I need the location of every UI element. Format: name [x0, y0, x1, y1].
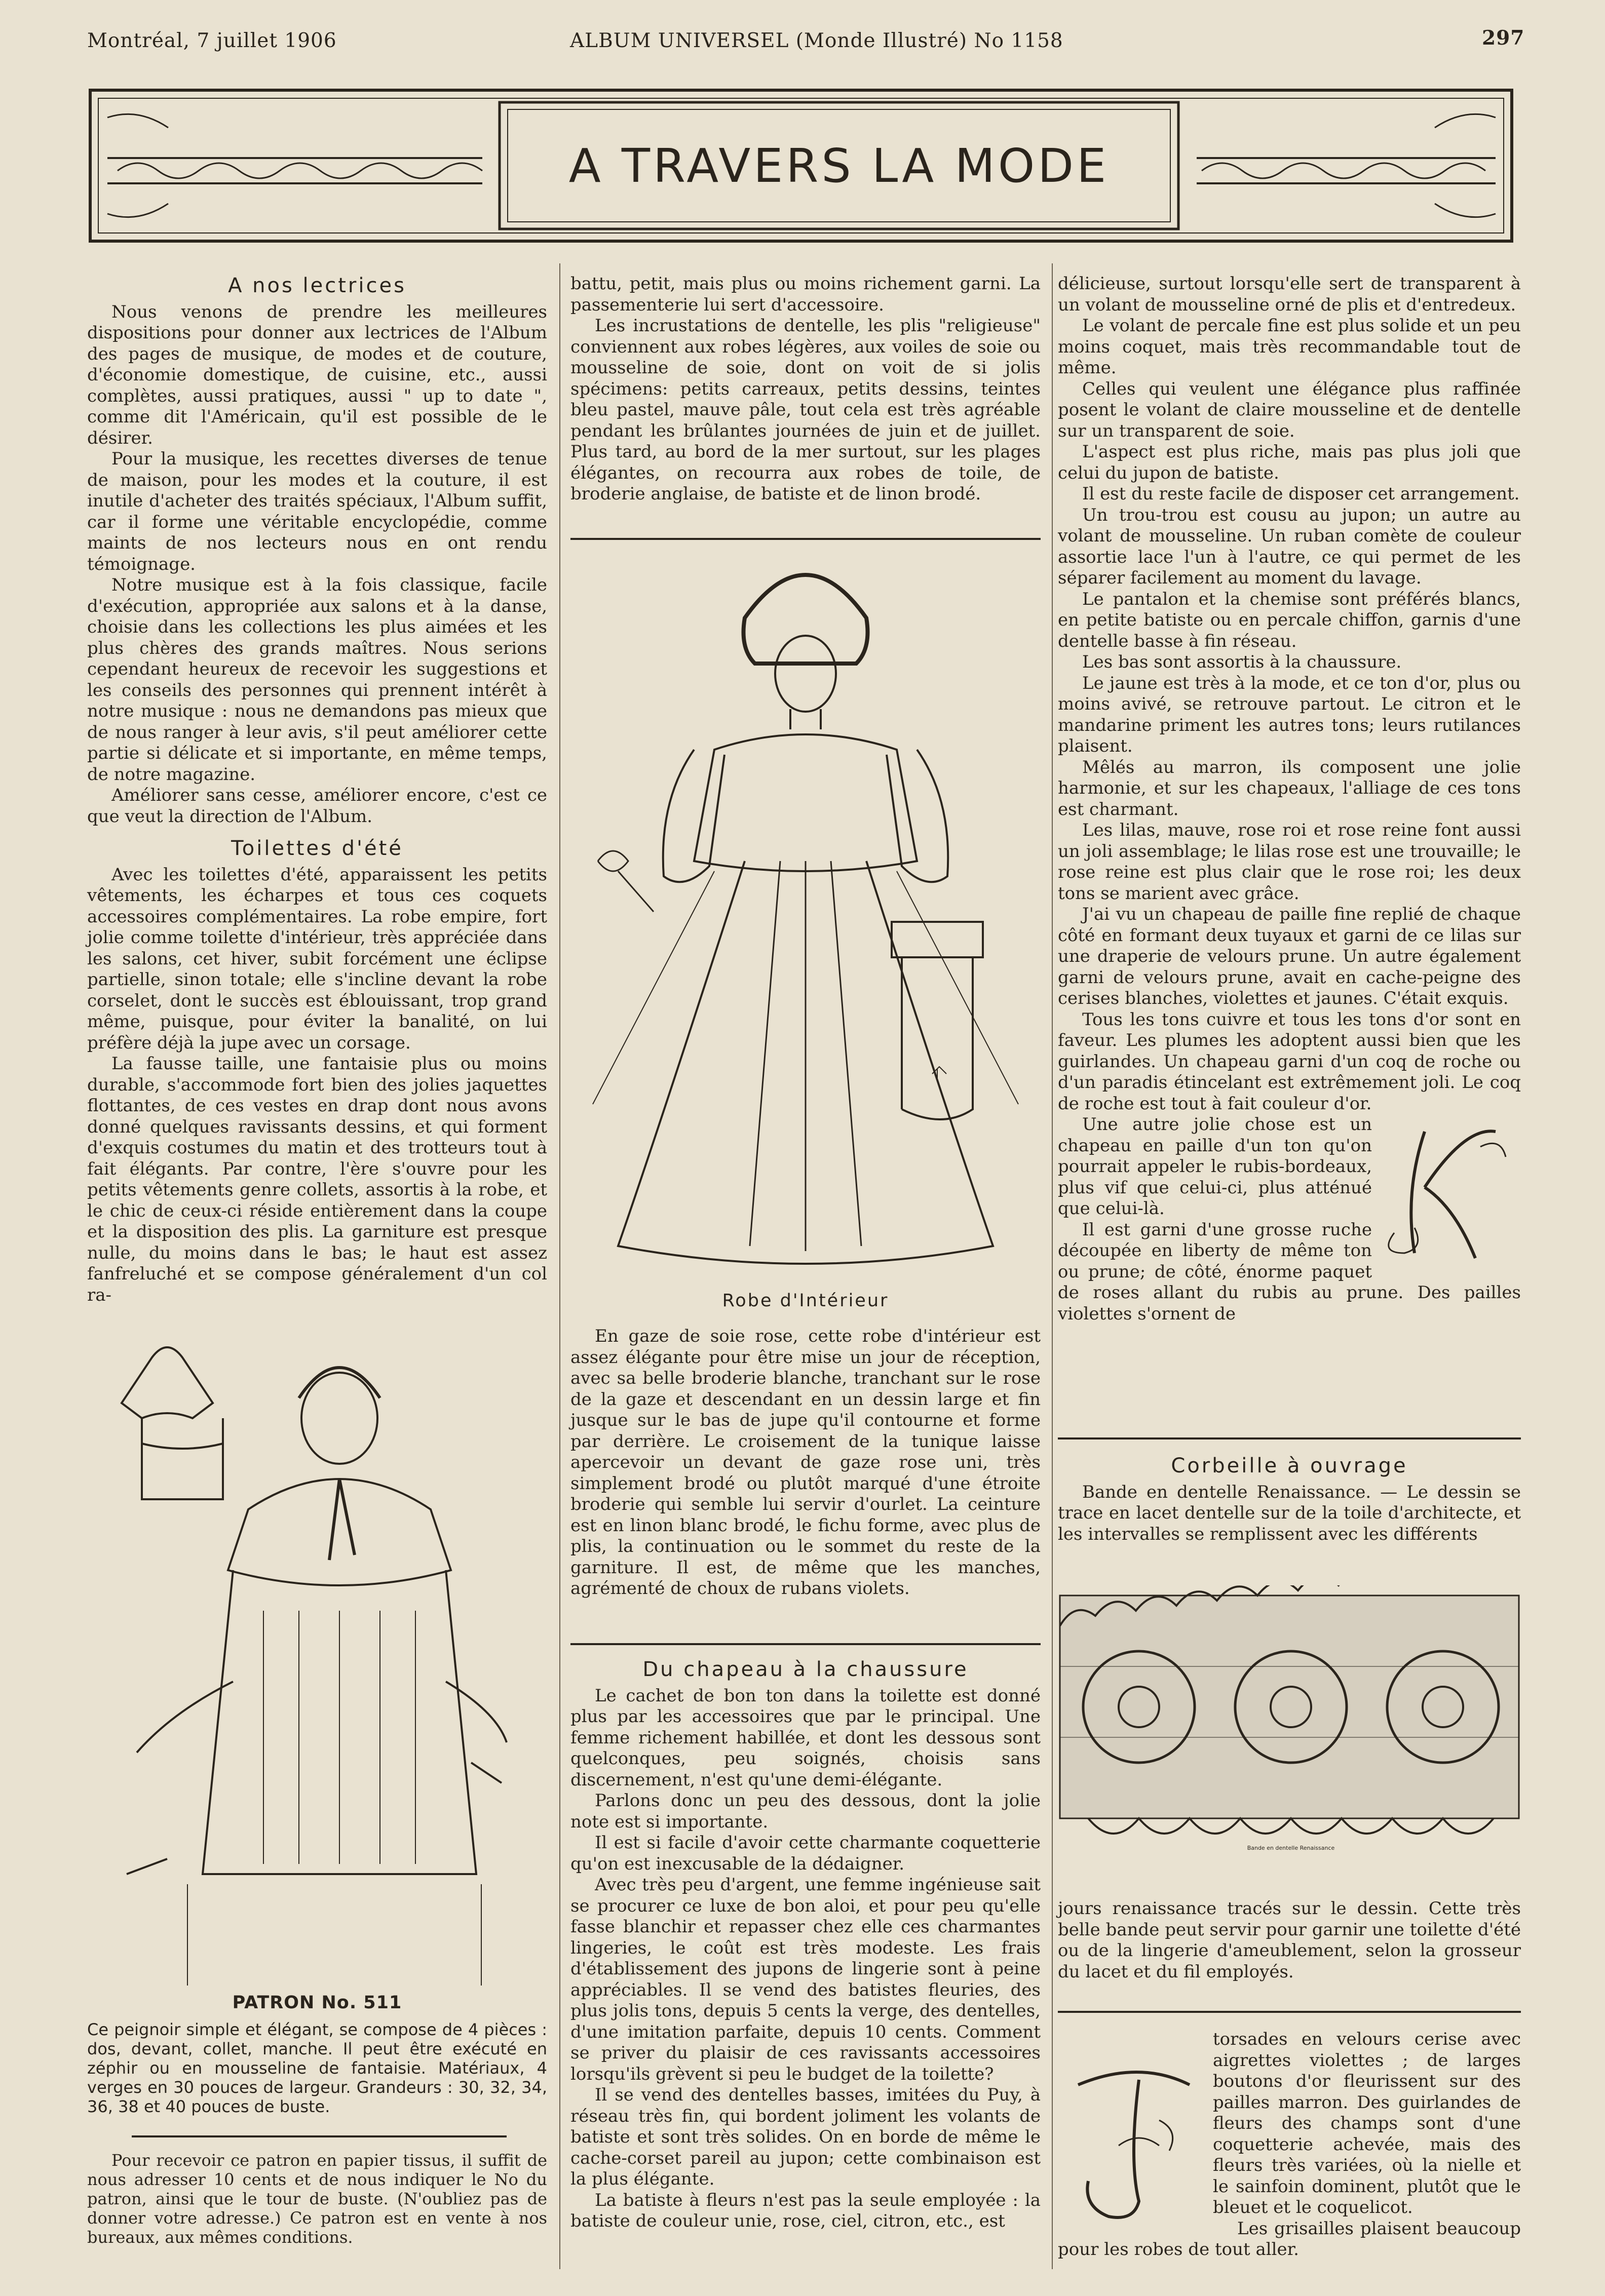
ornamental-initial-j	[1058, 2065, 1205, 2227]
paragraph: Parlons donc un peu des dessous, dont la jolie note est si importante.	[570, 1791, 1041, 1832]
paragraph: Les incrustations de dentelle, les plis "religieuse" conviennent aux robes légères, aux voiles de soie ou mousseline de soie, dont on voit de si jolis spécimens: petits carreaux, petits dessins, teintes bleu pastel, mauve pâle, tout cela est très agréable pendant les brûlantes journées de juin et de juillet. Plus tard, au bord de la mer surtout, sur les plages élégantes, on recourra aux robes de toile, de broderie anglaise, de batiste et de linon brodé.	[570, 316, 1041, 504]
paragraph: Le volant de percale fine est plus solide et un peu moins coquet, mais très recommandable tout de même.	[1058, 316, 1521, 378]
patron-order-info	[87, 2151, 547, 2247]
ornamental-initial-k	[1379, 1116, 1521, 1263]
paragraph: Il se vend des dentelles basses, imitées du Puy, à réseau très fin, qui bordent joliment les volants de batiste et sont très solides. On en borde de même le cache-corset pareil au jupon; cette combinaison est la plus élégante.	[570, 2085, 1041, 2189]
paragraph: Améliorer sans cesse, améliorer encore, c'est ce que veut la direction de l'Album.	[87, 785, 547, 827]
separator-rule	[570, 538, 1041, 540]
heading-a-nos-lectrices: A nos lectrices	[228, 274, 406, 297]
paragraph: Nous venons de prendre les meilleures dispositions pour donner aux lectrices de l'Album des pages de musique, de modes et de couture, d'économie domestique, de cuisine, etc., aussi complètes, aussi pratiques, aussi " up to date ", comme dit l'Américain, qu'il est possible de le désirer.	[87, 301, 547, 448]
paragraph: Notre musique est à la fois classique, facile d'exécution, appropriée aux salons et à la danse, choisie dans les collections les plus aimées et les plus chères des grands maîtres. Nous serions cependant heureux de recevoir les suggestions et les conseils des personnes qui prennent intérêt à notre musique : nous ne demandons pas mieux que de nous ranger à leur avis, s'il peut améliorer cette partie si délicate et si importante, en même temps, de notre magazine.	[87, 575, 547, 785]
column-3-bottom-text	[1058, 2029, 1521, 2261]
flourish-letter-k-icon	[1379, 1116, 1521, 1263]
paragraph: Ce peignoir simple et élégant, se compose de 4 pièces : dos, devant, collet, manche. Il peut être exécuté en zéphir ou en mousseline de fantaisie. Matériaux, 4 verges en 30 pouces de largeur. Grandeurs : 30, 32, 34, 36, 38 et 40 pouces de buste.	[87, 2020, 547, 2116]
column-3-text	[1058, 274, 1521, 1325]
separator-rule	[132, 2135, 507, 2137]
title-banner	[87, 87, 1515, 244]
paragraph: L'aspect est plus riche, mais pas plus joli que celui du jupon de batiste.	[1058, 442, 1521, 483]
page-title: A TRAVERS LA MODE	[568, 138, 1110, 193]
peignoir-pattern-illustration	[96, 1327, 542, 1991]
flourish-letter-j-icon	[1058, 2065, 1205, 2227]
column-1-text	[87, 274, 547, 1306]
paragraph: délicieuse, surtout lorsqu'elle sert de transparent à un volant de mousseline orné de plis et d'entredeux.	[1058, 274, 1521, 315]
peignoir-drawing	[96, 1327, 542, 1991]
paragraph: Avec très peu d'argent, une femme ingénieuse sait se procurer ce luxe de bon aloi, et pour peu qu'elle fasse blanchir et repasser chez elle ces charmantes lingeries, le coût est très modeste. Les frais d'établissement des jupons de lingerie sont à peine appréciables. Il se vend des batistes fleuries, des plus jolis tons, depuis 5 cents la verge, des dentelles, d'une imitation parfaite, depuis 10 cents. Comment se priver du plaisir de ces ravissants accessoires lorsqu'ils grèvent si peu le budget de la toilette?	[570, 1875, 1041, 2084]
separator-rule	[1058, 1437, 1521, 1439]
paragraph: Le pantalon et la chemise sont préférés blancs, en petite batiste ou en percale chiffon, garnis d'une dentelle basse à fin réseau.	[1058, 589, 1521, 651]
header-publication: ALBUM UNIVERSEL (Monde Illustré) No 1158	[570, 29, 1063, 52]
paragraph: Le cachet de bon ton dans la toilette est donné plus par les accessoires que par le principal. Une femme richement habillée, et dont les dessous sont quelconques, peu soignés, choisis sans discernement, n'est qu'une demi-élégante.	[570, 1685, 1041, 1790]
paragraph: Le jaune est très à la mode, et ce ton d'or, plus ou moins avivé, se retrouve partout. Le citron et le mandarine priment les autres tons; leurs rutilances plaisent.	[1058, 673, 1521, 756]
robe-interieur-illustration	[578, 557, 1034, 1276]
paragraph: Celles qui veulent une élégance plus raffinée posent le volant de claire mousseline et de dentelle sur un transparent de soie.	[1058, 378, 1521, 441]
paragraph: Les grisailles plaisent beaucoup pour les robes de tout aller.	[1058, 2218, 1521, 2260]
renaissance-lace-drawing	[1058, 1585, 1521, 1884]
paragraph: Pour la musique, les recettes diverses de tenue de maison, pour les modes et la couture, il est inutile d'acheter des traités spéciaux, l'Album suffit, car il forme une véritable encyclopédie, comme maints de nos lecteurs nous en ont rendu témoignage.	[87, 449, 547, 574]
paragraph: Un trou-trou est cousu au jupon; un autre au volant de mousseline. Un ruban comète de couleur assortie lace l'un à l'autre, ce qui permet de les séparer facilement au moment du lavage.	[1058, 504, 1521, 588]
column-3-lace-text	[1058, 1898, 1521, 1982]
heading-du-chapeau: Du chapeau à la chaussure	[642, 1658, 969, 1681]
separator-rule	[1058, 2011, 1521, 2013]
patron-description	[87, 2020, 547, 2116]
heading-toilettes-ete: Toilettes d'été	[231, 837, 403, 860]
robe-caption: Robe d'Intérieur	[722, 1291, 889, 1311]
header-date: Montréal, 7 juillet 1906	[87, 29, 337, 52]
paragraph: Les bas sont assortis à la chaussure.	[1082, 652, 1402, 672]
column-divider	[559, 263, 560, 2269]
column-divider	[1052, 263, 1053, 2269]
paragraph: La batiste à fleurs n'est pas la seule employée : la batiste de couleur unie, rose, ciel, citron, etc., est	[570, 2190, 1041, 2231]
paragraph: Les lilas, mauve, rose roi et rose reine font aussi un joli assemblage; le lilas rose est une trouvaille; le rose reine est plus clair que le rose roi; les deux tons se marient avec grâce.	[1058, 820, 1521, 904]
paragraph: Bande en dentelle Renaissance. — Le dessin se trace en lacet dentelle sur de la toile d'architecte, et les intervalles se remplissent avec les différents	[1058, 1482, 1521, 1544]
paragraph: torsades en velours cerise avec aigrettes violettes ; de larges boutons d'or fleurissent sur des pailles marron. Des guirlandes de fleurs des champs sont d'une coquetterie achevée, mais des fleurs très variées, où la nielle et le sainfoin dominent, plutôt que le bleuet et le coquelicot.	[1213, 2029, 1521, 2217]
paragraph: Tous les tons cuivre et tous les tons d'or sont en faveur. Les plumes les adoptent aussi bien que les guirlandes. Un chapeau garni d'un coq de roche ou d'un paradis étincelant est extrêmement joli. Le coq de roche est tout à fait couleur d'or.	[1058, 1009, 1521, 1114]
paragraph: La fausse taille, une fantaisie plus ou moins durable, s'accommode fort bien des jolies jaquettes flottantes, de ces vestes en drap dont nous avons donné quelques ravissants dessins, et qui forment d'exquis costumes du matin et des trotteurs tout à fait élégants. Par contre, l'ère s'ouvre pour les petits vêtements genre collets, assortis à la robe, et le chic de ceux-ci réside entièrement dans la coupe et la disposition des plis. La garniture est presque nulle, du moins dans le bas; le haut est assez fanfreluché et se compose généralement d'un col ra-	[87, 1054, 547, 1305]
paragraph: En gaze de soie rose, cette robe d'intérieur est assez élégante pour être mise un jour de réception, avec sa belle broderie blanche, tranchant sur le rose de la gaze et descendant en un dessin large et fin jusque sur le bas de jupe qu'il contourne et forme par derrière. Le croisement de la tunique laisse apercevoir un devant de gaze rose uni, très simplement brodé ou plutôt marqué d'une étroite broderie qui semble lui servir d'ourlet. La ceinture est en linon blanc brodé, le fichu forme, avec plus de plis, la continuation ou le sommet du reste de la garniture. Il est, de même que les manches, agrémenté de choux de rubans violets.	[570, 1326, 1041, 1599]
heading-corbeille: Corbeille à ouvrage	[1171, 1454, 1408, 1477]
paragraph: battu, petit, mais plus ou moins richement garni. La passementerie lui sert d'accessoire.	[570, 274, 1041, 315]
paragraph: Il est si facile d'avoir cette charmante coquetterie qu'on est inexcusable de la dédaigner.	[570, 1833, 1041, 1874]
paragraph: Une autre jolie chose est un chapeau en paille d'un ton qu'on pourrait appeler le rubis-bordeaux, plus vif que celui-ci, plus atténué que celui-là.	[1058, 1114, 1372, 1219]
separator-rule	[570, 1643, 1041, 1645]
paragraph: Pour recevoir ce patron en papier tissus, il suffit de nous adresser 10 cents et de nous indiquer le No du patron, ainsi que le tour de buste. (N'oubliez pas de donner votre adresse.) Ce patron est en vente à nos bureaux, aux mêmes conditions.	[87, 2151, 547, 2247]
paragraph: Avec les toilettes d'été, apparaissent les petits vêtements, les écharpes et tous ces coquets accessoires complémentaires. La robe empire, fort jolie comme toilette d'intérieur, très appréciée dans les salons, cet hiver, subit forcément une éclipse partielle, sinon totale; elle s'incline devant la robe corselet, dont le succès est éblouissant, trop grand même, puisque, pour éviter la banalité, on lui préfère déjà la jupe avec un corsage.	[87, 864, 547, 1053]
paragraph: Il est garni d'une grosse ruche découpée en liberty de même ton ou prune; de côté, énorme paquet de roses allant du rubis au prune. Des pailles violettes s'ornent de	[1058, 1219, 1521, 1324]
robe-drawing	[578, 557, 1034, 1276]
lace-label: Bande en dentelle Renaissance	[1247, 1845, 1335, 1851]
paragraph: Il est du reste facile de disposer cet arrangement.	[1082, 484, 1520, 504]
lace-band-illustration	[1058, 1585, 1521, 1884]
column-2-top-text	[570, 274, 1041, 505]
column-2-robe-text	[570, 1326, 1041, 1600]
paragraph: jours renaissance tracés sur le dessin. Cette très belle bande peut servir pour garnir une toilette d'été ou de la lingerie d'ameublement, selon la grosseur du lacet et du fil employés.	[1058, 1898, 1521, 1982]
paragraph: J'ai vu un chapeau de paille fine replié de chaque côté en formant deux tuyaux et garni de ce lilas sur une draperie de velours prune. Un autre également garni de velours prune, avait en cache-peigne des cerises blanches, violettes et jaunes. C'était exquis.	[1058, 904, 1521, 1008]
page-number: 297	[1482, 26, 1525, 50]
column-2-chapeau-text	[570, 1657, 1041, 2232]
patron-title: PATRON No. 511	[232, 1993, 402, 2013]
paragraph: Mêlés au marron, ils composent une jolie harmonie, et sur les chapeaux, l'alliage de ces tons est charmant.	[1058, 757, 1521, 820]
column-3-corbeille-text	[1058, 1454, 1521, 1545]
